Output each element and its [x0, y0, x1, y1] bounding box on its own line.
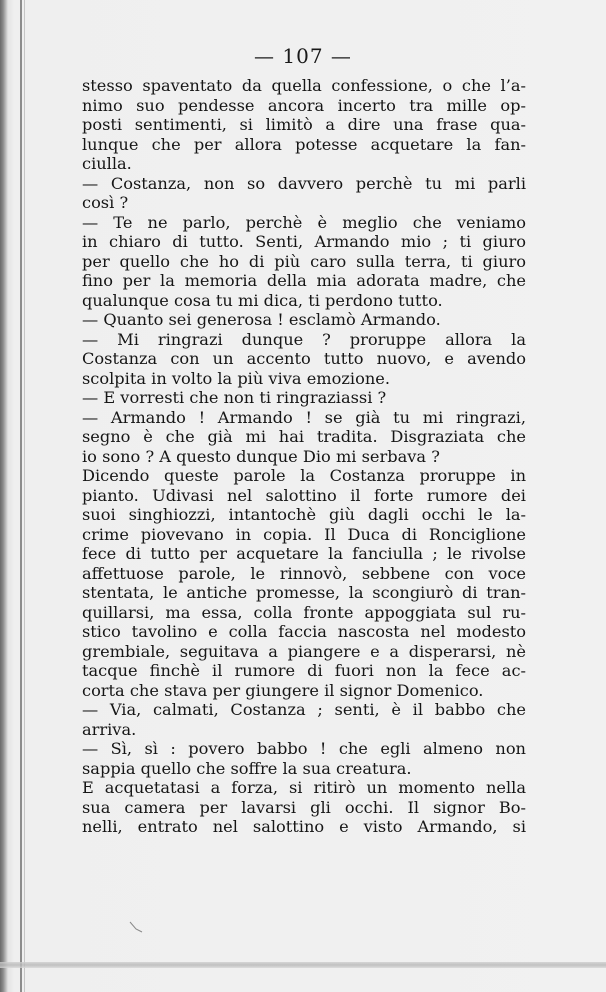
text-line: quillarsi, ma essa, colla fronte appoggiata sul ru-: [82, 602, 526, 622]
text-line: stico tavolino e colla faccia nascosta nel modesto: [82, 622, 526, 641]
text-line: — Quanto sei generosa ! esclamò Armando.: [82, 310, 441, 329]
text-line: Dicendo queste parole la Costanza proruppe in: [82, 466, 526, 485]
binding-edge-shadow: [24, 0, 25, 992]
text-line: E acquetatasi a forza, si ritirò un momento nella: [82, 778, 526, 797]
page-number: — 107 —: [254, 44, 352, 68]
text-line: stesso spaventato da quella confessione, o che l’a-: [82, 76, 526, 95]
text-line: crime piovevano in copia. Il Duca di Ronciglione: [82, 524, 526, 544]
binding-edge: [20, 0, 22, 992]
text-line: fino per la memoria della mia adorata madre, che: [82, 271, 526, 290]
text-line: — Costanza, non so davvero perchè tu mi parli: [82, 173, 526, 193]
text-line: — Sì, sì : povero babbo ! che egli almeno non: [82, 739, 526, 758]
text-line: posti sentimenti, si limitò a dire una frase qua-: [82, 115, 526, 134]
text-line: grembiale, seguitava a piangere e a disperarsi, nè: [82, 641, 526, 661]
text-line: — Te ne parlo, perchè è meglio che veniamo: [82, 212, 526, 232]
text-line: fece di tutto per acquetare la fanciulla ; le rivolse: [82, 544, 526, 563]
text-line: ciulla.: [82, 154, 132, 173]
text-line: lunque che per allora potesse acquetare la fan-: [82, 134, 526, 154]
text-line: sappia quello che soffre la sua creatura.: [82, 758, 412, 778]
text-line: — Mi ringrazi dunque ? proruppe allora la: [82, 329, 526, 349]
text-line: scolpita in volto la più viva emozione.: [82, 368, 390, 388]
text-line: segno è che già mi hai tradita. Disgraziata che: [82, 427, 526, 446]
bottom-page-edge: [0, 962, 606, 968]
text-line: sua camera per lavarsi gli occhi. Il signor Bo-: [82, 797, 526, 817]
text-line: — E vorresti che non ti ringraziassi ?: [82, 388, 387, 407]
text-line: qualunque cosa tu mi dica, ti perdono tutto.: [82, 290, 443, 310]
text-line: Costanza con un accento tutto nuovo, e avendo: [82, 349, 526, 368]
text-line: per quello che ho di più caro sulla terra, ti giuro: [82, 251, 526, 271]
text-line: — Via, calmati, Costanza ; senti, è il babbo che: [82, 700, 526, 719]
text-line: suoi singhiozzi, intantochè giù dagli occhi le la-: [82, 505, 526, 524]
text-line: nelli, entrato nel salottino e visto Armando, si: [82, 817, 526, 836]
text-line: così ?: [82, 193, 129, 212]
stray-pencil-mark: [128, 920, 144, 934]
text-line: affettuose parole, le rinnovò, sebbene con voce: [82, 563, 526, 583]
text-line: in chiaro di tutto. Senti, Armando mio ; ti giuro: [82, 232, 526, 251]
text-line: arriva.: [82, 719, 137, 739]
text-line: corta che stava per giungere il signor Domenico.: [82, 680, 484, 700]
text-line: stentata, le antiche promesse, la scongiurò di tran-: [82, 583, 526, 602]
text-line: pianto. Udivasi nel salottino il forte rumore dei: [82, 485, 526, 505]
text-line: nimo suo pendesse ancora incerto tra mille op-: [82, 95, 526, 115]
body-text: [82, 76, 526, 837]
text-line: io sono ? A questo dunque Dio mi serbava ?: [82, 446, 440, 466]
text-line: tacque finchè il rumore di fuori non la fece ac-: [82, 661, 526, 680]
text-line: — Armando ! Armando ! se già tu mi ringrazi,: [82, 407, 526, 427]
